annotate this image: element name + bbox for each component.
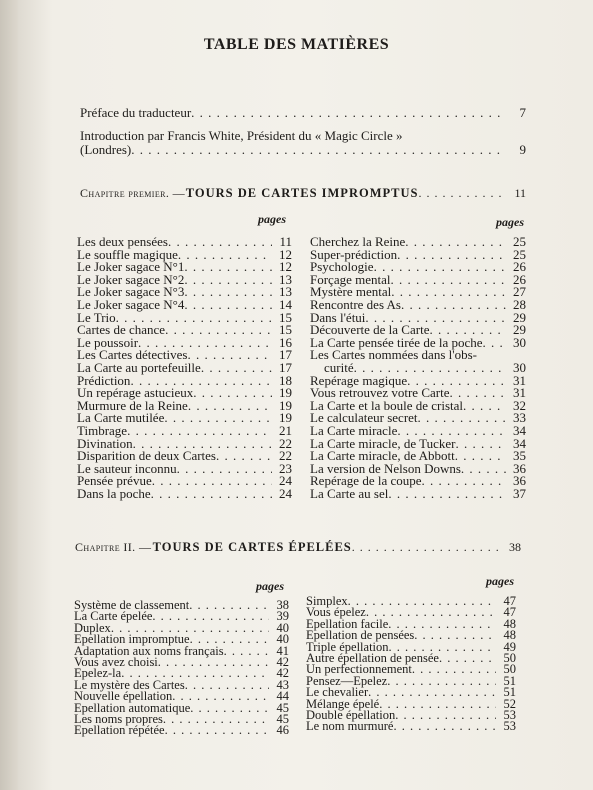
toc-entry-page: 18 (279, 372, 292, 388)
toc-entry[interactable] (77, 485, 292, 501)
leader-dots (439, 653, 496, 664)
toc-entry-page: 36 (513, 460, 526, 476)
leader-dots (177, 463, 272, 476)
toc-entry-label: La Carte au portefeuille (77, 359, 201, 375)
leader-dots (414, 630, 496, 641)
toc-entry-page: 52 (503, 696, 516, 711)
toc-entry[interactable] (74, 725, 289, 736)
leader-dots (387, 676, 496, 687)
toc-entry-page: 13 (279, 284, 292, 300)
chapter-title: TOURS DE CARTES ÉPELÉES (152, 540, 352, 554)
toc-entry-label: Un perfectionnement (306, 662, 412, 677)
toc-entry-page: 27 (513, 284, 526, 300)
toc-entry-page: 11 (279, 234, 292, 249)
toc-entry-label: Epelez-la (74, 666, 122, 681)
leader-dots (395, 710, 496, 721)
leader-dots (185, 680, 269, 691)
toc-entry-page: 21 (279, 422, 292, 438)
toc-entry-page: 43 (276, 677, 289, 692)
toc-entry-label: Un repérage astucieux (77, 385, 194, 401)
toc-entry-page: 42 (276, 654, 289, 669)
toc-entry-label: Vous retrouvez votre Carte (310, 385, 450, 401)
toc-entry-label: Epellation de pensées (306, 628, 415, 643)
toc-entry-page: 53 (503, 719, 516, 734)
toc-entry-page: 50 (503, 662, 516, 677)
toc-entry-page: 35 (513, 448, 526, 464)
toc-entry-page: 51 (503, 685, 516, 700)
toc-entry-label: La Carte pensée tirée de la poche (310, 334, 483, 350)
toc-entry-page: 17 (279, 347, 292, 363)
toc-entry-page: 14 (279, 296, 292, 312)
leader-dots (184, 261, 272, 274)
leader-dots (418, 412, 506, 425)
leader-dots (379, 699, 496, 710)
toc-entry-label: Le nom murmuré (306, 719, 394, 734)
toc-entry-page: 15 (279, 309, 292, 325)
toc-entry-page: 19 (279, 385, 292, 401)
toc-entry-label: Epellation automatique (74, 700, 191, 715)
chapter-page: 11 (514, 186, 526, 200)
toc-entry-page: 12 (279, 259, 292, 275)
leader-dots (165, 725, 269, 736)
leader-dots (397, 249, 506, 262)
toc-entry-page: 19 (279, 397, 292, 413)
toc-entry-label: Divination (77, 435, 133, 451)
toc-entry-label: Rencontre des As (310, 296, 401, 312)
toc-entry-page: 48 (503, 628, 516, 643)
toc-entry-label: Le Trio (77, 309, 116, 325)
toc-entry-label: Dans la poche (77, 485, 151, 501)
toc-entry-page: 38 (276, 598, 289, 612)
leader-dots (184, 299, 272, 312)
toc-entry-label: La Carte et la boule de cristal (310, 397, 464, 413)
toc-entry-page: 31 (513, 372, 526, 388)
toc-entry-page: 31 (513, 385, 526, 401)
toc-entry-page: 17 (279, 359, 292, 375)
toc-entry-label: Système de classement (74, 598, 190, 612)
leader-dots (184, 286, 272, 299)
toc-entry-label: Vous épelez (306, 605, 366, 620)
leader-dots (388, 488, 506, 501)
toc-entry-page: 24 (279, 473, 292, 489)
toc-entry-page: 48 (503, 616, 516, 631)
toc-entry-page: 47 (503, 605, 516, 620)
toc-entry-page: 46 (276, 723, 289, 738)
toc-entry-label: curité (324, 359, 354, 375)
leader-dots (178, 249, 272, 262)
leader-dots (201, 362, 272, 375)
toc-entry-label: Le calculateur secret (310, 410, 418, 426)
toc-entry-label: Repérage de la coupe (310, 473, 422, 489)
leader-dots (216, 450, 272, 463)
toc-entry-label: Pensée prévue (77, 473, 152, 489)
toc-entry-page: 22 (279, 448, 292, 464)
toc-entry-label: Le Joker sagace N°3 (77, 284, 185, 300)
toc-entry-label: Triple épellation (306, 639, 389, 654)
pages-header-left: pages (258, 212, 286, 226)
toc-entry-label: Les Cartes détectives (77, 347, 188, 363)
chapter-1-heading[interactable] (80, 186, 526, 201)
toc-entry-page: 42 (276, 666, 289, 681)
toc-entry-page: 29 (513, 309, 526, 325)
leader-dots (152, 475, 272, 488)
toc-entry-label: Nouvelle épellation (74, 689, 173, 704)
toc-entry-label: Forçage mental (310, 271, 391, 287)
toc-entry-page: 32 (513, 397, 526, 413)
leader-dots (184, 274, 272, 287)
toc-entry-page: 16 (279, 334, 292, 350)
toc-entry-page: 23 (279, 460, 292, 476)
toc-entry-page: 12 (279, 246, 292, 262)
leader-dots (224, 646, 269, 657)
leader-dots (374, 261, 506, 274)
toc-entry-label: Cartes de chance (77, 322, 166, 338)
toc-entry-label: Cherchez la Reine (310, 234, 406, 249)
toc-entry-label: La Carte miracle (310, 422, 398, 438)
toc-entry-page: 36 (513, 473, 526, 489)
leader-dots (158, 657, 269, 668)
page-gutter-shadow (0, 0, 18, 790)
leader-dots (412, 664, 496, 675)
leader-dots (188, 400, 272, 413)
leader-dots (461, 463, 506, 476)
toc-entry-label: Prédiction (77, 372, 131, 388)
toc-entry[interactable] (310, 485, 526, 501)
toc-entry-label: Double épellation (306, 707, 396, 722)
leader-dots (127, 425, 272, 438)
leader-dots (189, 600, 269, 611)
toc-entry-label: Autre épellation de pensée (306, 650, 439, 665)
chapter-1-left-column (77, 236, 292, 500)
toc-entry-preface[interactable] (80, 106, 526, 120)
chapter-label: Chapitre premier. — (80, 186, 186, 200)
leader-dots (391, 286, 506, 299)
toc-entry-page: 34 (513, 435, 526, 451)
chapter-2-left-column (74, 600, 289, 737)
toc-entry-page: 24 (279, 485, 292, 501)
toc-entry-page: 51 (503, 673, 516, 688)
toc-entry-page: 29 (513, 322, 526, 338)
toc-entry-label: Duplex (74, 620, 111, 635)
page-title: TABLE DES MATIÈRES (203, 36, 390, 53)
toc-entry-label: La Carte épelée (74, 609, 153, 624)
toc-entry-label: Mélange épelé (306, 696, 380, 711)
leader-dots (152, 611, 269, 622)
toc-entry-label: Le Joker sagace N°2 (77, 271, 185, 287)
toc-entry-page: 40 (276, 620, 289, 635)
leader-dots (483, 337, 506, 350)
toc-entry-page: 44 (276, 689, 289, 704)
toc-intro (80, 106, 526, 157)
chapter-1-right-column (310, 236, 526, 500)
toc-entry-page: 45 (276, 700, 289, 715)
leader-dots (391, 274, 507, 287)
toc-entry-label: Epellation répétée (74, 723, 165, 738)
toc-entry-label: Les Cartes nommées dans l'obs- (310, 347, 477, 363)
toc-entry-label: Mystère mental (310, 284, 392, 300)
toc-entry-label: Le Joker sagace N°4 (77, 296, 185, 312)
toc-entry-label: Introduction par Francis White, Président du « Magic Circle » (80, 128, 403, 143)
toc-entry-label: Epellation facile (306, 616, 389, 631)
toc-entry-label: La Carte au sel (310, 485, 389, 501)
toc-entry-label: Timbrage (77, 422, 128, 438)
toc-entry-page: 40 (276, 632, 289, 647)
chapter-title: TOURS DE CARTES IMPROMPTUS (185, 186, 419, 200)
toc-entry-page: 33 (513, 410, 526, 426)
toc-entry-label: Le souffle magique (77, 246, 178, 262)
toc-entry-label: Préface du traducteur (80, 105, 192, 120)
toc-entry-label: Disparition de deux Cartes (77, 448, 216, 464)
leader-dots (418, 186, 504, 201)
toc-entry-page: 25 (513, 234, 526, 249)
toc-entry-page: 22 (279, 435, 292, 451)
toc-entry-label: Epellation impromptue (74, 632, 190, 647)
toc-entry-label: Super-prédiction (310, 246, 398, 262)
toc-entry-label: Murmure de la Reine (77, 397, 188, 413)
toc-entry-introduction[interactable] (80, 129, 526, 143)
chapter-2-right-column (306, 596, 516, 733)
leader-dots (401, 299, 506, 312)
leader-dots (168, 236, 272, 249)
toc-entry-page: 45 (276, 711, 289, 726)
leader-dots (405, 236, 506, 249)
toc-entry-label: Vous avez choisi (74, 654, 158, 669)
toc-entry-label: Les noms propres (74, 711, 163, 726)
chapter-label: Chapitre II. — (75, 540, 152, 554)
toc-entry-page: 34 (513, 422, 526, 438)
toc-entry-label: Dans l'étui (310, 309, 366, 325)
leader-dots (191, 106, 504, 120)
leader-dots (393, 721, 496, 732)
toc-entry-label: La Carte mutilée (77, 410, 165, 426)
toc-entry-page: 53 (503, 707, 516, 722)
toc-entry-label: La Carte miracle, de Abbott (310, 448, 455, 464)
leader-dots (193, 387, 272, 400)
toc-entry-page: 15 (279, 322, 292, 338)
toc-entry-page: 26 (513, 259, 526, 275)
chapter-page: 38 (509, 540, 521, 554)
toc-entry-page: 41 (276, 643, 289, 658)
toc-entry-label: Découverte de la Carte (310, 322, 430, 338)
toc-entry-page: 47 (503, 594, 516, 608)
toc-entry-page: 50 (503, 650, 516, 665)
toc-entry-page: 49 (503, 639, 516, 654)
pages-header-right: pages (486, 574, 514, 588)
pages-header-left: pages (256, 579, 284, 593)
toc-entry-label: Adaptation aux noms français (74, 643, 224, 658)
leader-dots (455, 438, 506, 451)
toc-entry-label: Le mystère des Cartes (74, 677, 185, 692)
leader-dots (163, 714, 269, 725)
toc-entry-label: Le Joker sagace N°1 (77, 259, 185, 275)
leader-dots (190, 703, 269, 714)
pages-header-right: pages (496, 215, 524, 229)
leader-dots (131, 143, 504, 157)
toc-entry-label: Le chevalier (306, 685, 369, 700)
toc-entry-page: 26 (513, 271, 526, 287)
toc-entry-label: Simplex (306, 594, 348, 608)
toc-entry-label: Pensez—Epelez (306, 673, 388, 688)
leader-dots (463, 400, 506, 413)
leader-dots (352, 540, 499, 555)
leader-dots (165, 324, 272, 337)
toc-entry[interactable] (306, 721, 516, 732)
leader-dots (164, 412, 272, 425)
toc-entry-page: 30 (513, 359, 526, 375)
toc-entry-page: 28 (513, 296, 526, 312)
toc-entry-introduction-cont[interactable] (80, 143, 526, 157)
toc-entry-label: La version de Nelson Downs (310, 460, 461, 476)
toc-entry-label: Psychologie (310, 259, 374, 275)
toc-entry-label: Le sauteur inconnu (77, 460, 177, 476)
chapter-2-heading[interactable] (75, 540, 521, 555)
leader-dots (348, 596, 496, 607)
leader-dots (422, 475, 506, 488)
toc-entry-page: 39 (276, 609, 289, 624)
toc-entry-label: Repérage magique (310, 372, 408, 388)
toc-entry-page: 13 (279, 271, 292, 287)
toc-entry-label: Les deux pensées (77, 234, 168, 249)
toc-entry-label: Le poussoir (77, 334, 139, 350)
toc-entry-page: 25 (513, 246, 526, 262)
leader-dots (151, 488, 272, 501)
toc-entry-label: La Carte miracle, de Tucker (310, 435, 456, 451)
toc-entry-page: 9 (519, 142, 526, 157)
toc-entry-page: 37 (513, 485, 526, 501)
leader-dots (455, 450, 506, 463)
toc-entry-page: 30 (513, 334, 526, 350)
toc-entry-page: 7 (519, 105, 526, 120)
leader-dots (368, 687, 496, 698)
toc-entry-page: 19 (279, 410, 292, 426)
toc-entry-label: (Londres) (80, 142, 132, 157)
